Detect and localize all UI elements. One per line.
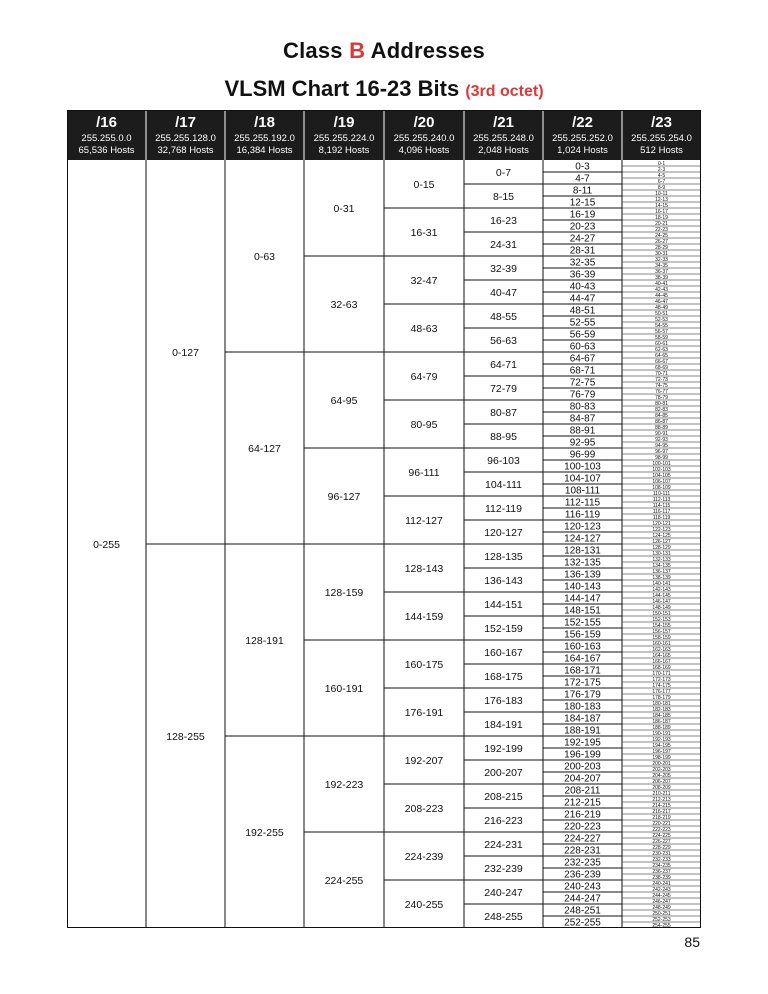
subnet-range: 32-35 (569, 257, 596, 269)
subnet-range: 82-83 (655, 406, 668, 413)
subnet-range: 72-73 (655, 376, 668, 383)
subnet-range: 138-139 (652, 574, 671, 581)
subnet-range: 0-7 (495, 166, 512, 179)
vlsm-chart (67, 110, 701, 930)
subnet-range: 96-111 (408, 466, 440, 479)
subnet-range: 160-163 (564, 641, 601, 653)
subnet-range: 132-133 (652, 556, 671, 563)
subnet-range: 16-23 (490, 214, 517, 227)
subnet-range: 176-177 (652, 688, 671, 695)
subnet-range: 236-239 (564, 869, 601, 881)
subnet-range: 64-127 (248, 442, 281, 455)
subnet-range: 68-69 (655, 364, 668, 371)
subnet-range: 200-207 (484, 766, 523, 779)
subnet-range: 36-37 (655, 268, 668, 275)
subnet-range: 32-47 (410, 274, 438, 287)
subnet-range: 224-239 (404, 850, 444, 863)
subnet-range: 40-43 (569, 281, 596, 293)
subnet-range: 244-245 (652, 892, 671, 899)
subnet-range: 120-123 (564, 521, 601, 533)
subnet-range: 216-223 (484, 814, 523, 827)
subnet-range: 0-1 (657, 160, 666, 167)
subnet-range: 60-61 (655, 340, 668, 347)
subnet-range: 116-119 (564, 509, 601, 521)
subnet-range: 120-121 (652, 520, 671, 527)
column-prefix: /18 (254, 114, 275, 131)
subnet-range: 224-227 (564, 833, 601, 845)
subnet-range: 4-5 (657, 172, 666, 179)
subnet-range: 240-247 (484, 886, 523, 899)
subnet-range: 232-235 (564, 857, 601, 869)
subnet-range: 80-87 (490, 406, 517, 419)
subnet-range: 184-187 (564, 713, 601, 725)
subnet-range: 14-15 (655, 202, 668, 209)
subnet-range: 162-163 (652, 646, 671, 653)
subnet-range: 98-99 (655, 454, 668, 461)
subnet-range: 144-151 (484, 598, 523, 611)
subnet-range: 208-215 (484, 790, 523, 803)
column-hosts: 16,384 Hosts (236, 145, 293, 156)
subnet-range: 40-41 (655, 280, 668, 287)
subnet-range: 48-51 (569, 305, 596, 317)
column-hosts: 32,768 Hosts (157, 145, 214, 156)
subnet-range: 44-45 (655, 292, 668, 299)
subnet-range: 16-17 (655, 208, 668, 215)
subnet-range: 96-99 (569, 449, 596, 461)
subnet-range: 88-95 (490, 430, 517, 443)
subnet-range: 156-159 (564, 629, 601, 641)
subnet-range: 128-191 (245, 634, 284, 647)
column-hosts: 65,536 Hosts (78, 145, 135, 156)
subnet-range: 56-63 (490, 334, 517, 347)
subnet-range: 174-175 (652, 682, 671, 689)
subnet-range: 8-9 (657, 184, 666, 191)
subnet-range: 26-27 (655, 238, 668, 245)
subnet-range: 36-39 (569, 269, 596, 281)
subnet-range: 128-255 (166, 730, 205, 743)
subnet-range: 128-135 (484, 550, 523, 563)
page-number: 85 (684, 934, 700, 950)
subnet-range: 42-43 (655, 286, 668, 293)
subnet-range: 136-143 (484, 574, 523, 587)
subnet-range: 146-147 (652, 598, 671, 605)
subnet-range: 248-249 (652, 904, 671, 911)
subnet-range: 244-247 (564, 893, 601, 905)
subnet-range: 80-81 (655, 400, 668, 407)
subnet-range: 132-135 (564, 557, 601, 569)
subnet-range: 224-231 (484, 838, 523, 851)
subnet-range: 160-191 (324, 682, 364, 695)
subnet-range: 84-85 (655, 412, 668, 419)
subnet-range: 58-59 (655, 334, 668, 341)
subnet-range: 94-95 (655, 442, 668, 449)
subnet-range: 142-143 (652, 586, 671, 593)
page-title (0, 38, 768, 64)
column-mask: 255.255.252.0 (552, 133, 613, 144)
subnet-range: 176-191 (404, 706, 444, 719)
subnet-range: 208-209 (652, 784, 671, 791)
subnet-range: 86-87 (655, 418, 668, 425)
subnet-range: 84-87 (569, 413, 596, 425)
column-mask: 255.255.254.0 (631, 133, 692, 144)
column-prefix: /20 (413, 114, 435, 131)
subnet-range: 210-211 (652, 790, 671, 797)
subnet-range: 24-27 (569, 233, 596, 245)
subnet-range: 12-13 (655, 196, 668, 203)
subnet-range: 124-125 (652, 532, 671, 539)
subnet-range: 114-115 (652, 502, 671, 509)
subnet-range: 112-127 (405, 514, 443, 527)
subnet-range: 166-167 (652, 658, 671, 665)
subnet-range: 34-35 (655, 262, 668, 269)
subnet-range: 172-175 (564, 677, 601, 689)
subnet-range: 196-197 (652, 748, 671, 755)
subnet-range: 112-115 (564, 497, 601, 509)
subnet-range: 218-219 (652, 814, 671, 821)
column-mask: 255.255.192.0 (234, 133, 295, 144)
subnet-range: 136-139 (564, 569, 601, 581)
subnet-range: 32-63 (330, 298, 358, 311)
subnet-range: 72-79 (490, 382, 517, 395)
subnet-range: 64-71 (490, 358, 517, 371)
subtitle-main: VLSM Chart 16-23 Bits (224, 76, 460, 101)
subnet-range: 48-49 (655, 304, 668, 311)
subnet-range: 230-231 (652, 850, 671, 857)
subnet-range: 144-159 (404, 610, 444, 623)
subnet-range: 64-79 (410, 370, 438, 383)
subnet-range: 136-137 (652, 568, 671, 575)
subnet-range: 148-151 (564, 605, 601, 617)
title-class-letter: B (349, 38, 366, 63)
subnet-range: 70-71 (655, 370, 668, 377)
subnet-range: 122-123 (652, 526, 671, 533)
subnet-range: 220-221 (652, 820, 671, 827)
subnet-range: 92-93 (655, 436, 668, 443)
subnet-range: 176-179 (564, 689, 601, 701)
subnet-range: 238-239 (652, 874, 671, 881)
subnet-range: 76-77 (655, 388, 668, 395)
subnet-range: 130-131 (652, 550, 671, 557)
subnet-range: 128-129 (652, 544, 671, 551)
subnet-range: 204-207 (564, 773, 601, 785)
column-prefix: /19 (333, 114, 355, 131)
subnet-range: 56-57 (655, 328, 668, 335)
subnet-range: 8-15 (492, 190, 515, 203)
subnet-range: 50-51 (655, 310, 668, 317)
subnet-range: 112-119 (485, 502, 522, 515)
subnet-range: 16-31 (410, 226, 438, 239)
subnet-range: 62-63 (655, 346, 668, 353)
subnet-range: 192-223 (324, 778, 364, 791)
subnet-range: 0-15 (413, 178, 435, 191)
subnet-range: 208-223 (404, 802, 444, 815)
subnet-range: 182-183 (652, 706, 671, 713)
subnet-range: 148-149 (652, 604, 671, 611)
subnet-range: 128-159 (324, 586, 364, 599)
column-hosts: 1,024 Hosts (557, 145, 608, 156)
subnet-range: 0-63 (253, 250, 276, 263)
column-prefix: /21 (493, 114, 514, 131)
subnet-range: 176-183 (484, 694, 523, 707)
subnet-range: 48-63 (410, 322, 438, 335)
subnet-range: 32-39 (490, 262, 517, 275)
subnet-range: 152-153 (652, 616, 671, 623)
subnet-range: 74-75 (655, 382, 668, 389)
column-prefix: /22 (572, 114, 593, 131)
column-hosts: 512 Hosts (640, 145, 683, 156)
subnet-range: 202-203 (652, 766, 671, 773)
subnet-range: 54-55 (655, 322, 668, 329)
column-hosts: 8,192 Hosts (318, 145, 370, 156)
subnet-range: 152-159 (484, 622, 523, 635)
subnet-range: 188-191 (564, 725, 601, 737)
subnet-range: 96-127 (327, 490, 361, 503)
subnet-range: 128-131 (564, 545, 601, 557)
subnet-range: 90-91 (655, 430, 668, 437)
subnet-range: 0-255 (93, 538, 120, 551)
subnet-range: 200-203 (564, 761, 601, 773)
subnet-range: 188-189 (652, 724, 671, 731)
subnet-range: 4-7 (575, 173, 590, 185)
subnet-range: 64-65 (655, 352, 668, 359)
subnet-range: 184-191 (484, 718, 523, 731)
subnet-range: 254-255 (652, 922, 671, 929)
subnet-range: 44-47 (569, 293, 596, 305)
column-hosts: 4,096 Hosts (398, 145, 450, 156)
subnet-range: 252-255 (564, 917, 601, 929)
subnet-range: 88-91 (569, 425, 596, 437)
subnet-range: 104-111 (485, 478, 522, 491)
subnet-range: 80-95 (410, 418, 438, 431)
subnet-range: 240-255 (404, 898, 444, 911)
subnet-range: 20-23 (569, 221, 596, 233)
subnet-range: 196-199 (564, 749, 601, 761)
subnet-range: 108-111 (564, 485, 601, 497)
subnet-range: 108-109 (652, 484, 671, 491)
subnet-range: 154-155 (652, 622, 671, 629)
subnet-range: 0-31 (333, 202, 355, 215)
subnet-range: 226-227 (652, 838, 671, 845)
subnet-range: 186-187 (652, 718, 671, 725)
subnet-range: 168-175 (484, 670, 523, 683)
subnet-range: 198-199 (652, 754, 671, 761)
subnet-range: 40-47 (490, 286, 517, 299)
subnet-range: 160-167 (484, 646, 523, 659)
subnet-range: 96-103 (487, 454, 520, 467)
subnet-range: 124-127 (564, 533, 601, 545)
subnet-range: 248-251 (564, 905, 601, 917)
subnet-range: 192-193 (652, 736, 671, 743)
subnet-range: 180-181 (652, 700, 671, 707)
subnet-range: 104-107 (564, 473, 601, 485)
subnet-range: 6-7 (657, 178, 666, 185)
column-mask: 255.255.0.0 (81, 133, 132, 144)
subnet-range: 192-199 (484, 742, 523, 755)
subnet-range: 100-101 (652, 460, 671, 467)
subnet-range: 208-211 (564, 785, 601, 797)
subnet-range: 38-39 (655, 274, 668, 281)
column-mask: 255.255.224.0 (313, 133, 375, 144)
subnet-range: 78-79 (655, 394, 668, 401)
column-prefix: /16 (96, 114, 117, 131)
subnet-range: 52-53 (655, 316, 668, 323)
subnet-range: 192-255 (245, 826, 284, 839)
subnet-range: 204-205 (652, 772, 671, 779)
subnet-range: 242-243 (652, 886, 671, 893)
subnet-range: 18-19 (655, 214, 668, 221)
subnet-range: 64-95 (330, 394, 358, 407)
subnet-range: 10-11 (655, 190, 668, 197)
subnet-range: 102-103 (652, 466, 671, 473)
subnet-range: 240-241 (652, 880, 671, 887)
subnet-range: 200-201 (652, 760, 671, 767)
column-prefix: /23 (651, 114, 672, 131)
subnet-range: 92-95 (569, 437, 596, 449)
subnet-range: 106-107 (652, 478, 671, 485)
column-mask: 255.255.240.0 (393, 133, 455, 144)
subnet-range: 96-97 (655, 448, 668, 455)
subnet-range: 76-79 (569, 389, 596, 401)
subnet-range: 134-135 (652, 562, 671, 569)
page-subtitle (0, 76, 768, 102)
subnet-range: 140-143 (564, 581, 601, 593)
subnet-range: 160-175 (404, 658, 444, 671)
subnet-range: 30-31 (655, 250, 668, 257)
subnet-range: 80-83 (569, 401, 596, 413)
subnet-range: 64-67 (569, 353, 596, 365)
subnet-range: 24-25 (655, 232, 668, 239)
subnet-range: 248-255 (484, 910, 523, 923)
subnet-range: 16-19 (569, 209, 596, 221)
subnet-range: 152-155 (564, 617, 601, 629)
subnet-range: 222-223 (652, 826, 671, 833)
title-prefix: Class (283, 38, 343, 63)
subnet-range: 56-59 (569, 329, 596, 341)
subnet-range: 168-169 (652, 664, 671, 671)
subnet-range: 12-15 (569, 197, 596, 209)
subnet-range: 158-159 (652, 634, 671, 641)
subnet-range: 206-207 (652, 778, 671, 785)
subnet-range: 144-145 (652, 592, 671, 599)
subnet-range: 236-237 (652, 868, 671, 875)
subnet-range: 60-63 (569, 341, 596, 353)
subnet-range: 0-3 (575, 161, 590, 173)
subnet-range: 150-151 (652, 610, 671, 617)
subnet-range: 156-157 (652, 628, 671, 635)
subnet-range: 100-103 (564, 461, 601, 473)
column-mask: 255.255.128.0 (155, 133, 216, 144)
subnet-range: 232-233 (652, 856, 671, 863)
subnet-range: 172-173 (652, 676, 671, 683)
subnet-range: 116-117 (652, 508, 671, 515)
subnet-range: 66-67 (655, 358, 668, 365)
subnet-range: 220-223 (564, 821, 601, 833)
subnet-range: 192-195 (564, 737, 601, 749)
subnet-range: 112-113 (652, 496, 671, 503)
subnet-range: 48-55 (490, 310, 517, 323)
subnet-range: 212-213 (652, 796, 671, 803)
subnet-range: 250-251 (652, 910, 671, 917)
subnet-range: 24-31 (490, 238, 517, 251)
subnet-range: 88-89 (655, 424, 668, 431)
subnet-range: 184-185 (652, 712, 671, 719)
subnet-range: 120-127 (484, 526, 523, 539)
subnet-range: 0-127 (172, 346, 199, 359)
subnet-range: 140-141 (652, 580, 671, 587)
subnet-range: 164-165 (652, 652, 671, 659)
subnet-range: 104-105 (652, 472, 671, 479)
subnet-range: 170-171 (652, 670, 671, 677)
title-suffix: Addresses (370, 38, 485, 63)
column-hosts: 2,048 Hosts (478, 145, 529, 156)
subnet-range: 110-111 (652, 490, 671, 497)
subnet-range: 180-183 (564, 701, 601, 713)
subnet-range: 216-217 (652, 808, 671, 815)
subnet-range: 164-167 (564, 653, 601, 665)
column-prefix: /17 (175, 114, 196, 131)
subnet-range: 22-23 (655, 226, 668, 233)
subnet-range: 126-127 (652, 538, 671, 545)
subnet-range: 224-225 (652, 832, 671, 839)
subnet-range: 234-235 (652, 862, 671, 869)
subnet-range: 128-143 (404, 562, 444, 575)
subnet-range: 194-195 (652, 742, 671, 749)
subnet-range: 228-231 (564, 845, 601, 857)
subnet-range: 192-207 (404, 754, 444, 767)
subnet-range: 68-71 (569, 365, 596, 377)
subnet-range: 240-243 (564, 881, 601, 893)
subnet-range: 252-253 (652, 916, 671, 923)
subnet-range: 20-21 (655, 220, 668, 227)
subnet-range: 144-147 (564, 593, 601, 605)
subnet-range: 160-161 (652, 640, 671, 647)
subnet-range: 32-33 (655, 256, 668, 263)
subnet-range: 224-255 (324, 874, 364, 887)
subnet-range: 216-219 (564, 809, 601, 821)
subnet-range: 28-29 (655, 244, 668, 251)
subnet-range: 2-3 (657, 166, 666, 173)
subnet-range: 46-47 (655, 298, 668, 305)
subnet-range: 190-191 (652, 730, 671, 737)
column-mask: 255.255.248.0 (473, 133, 534, 144)
subnet-range: 246-247 (652, 898, 671, 905)
subnet-range: 8-11 (572, 185, 593, 197)
subnet-range: 28-31 (569, 245, 596, 257)
subnet-range: 72-75 (569, 377, 596, 389)
subnet-range: 232-239 (484, 862, 523, 875)
subnet-range: 52-55 (569, 317, 596, 329)
subnet-range: 212-215 (564, 797, 601, 809)
subnet-range: 228-229 (652, 844, 671, 851)
subnet-range: 118-119 (652, 514, 671, 521)
subtitle-note: (3rd octet) (465, 83, 544, 100)
subnet-range: 178-179 (652, 694, 671, 701)
subnet-range: 168-171 (564, 665, 601, 677)
subnet-range: 214-215 (652, 802, 671, 809)
